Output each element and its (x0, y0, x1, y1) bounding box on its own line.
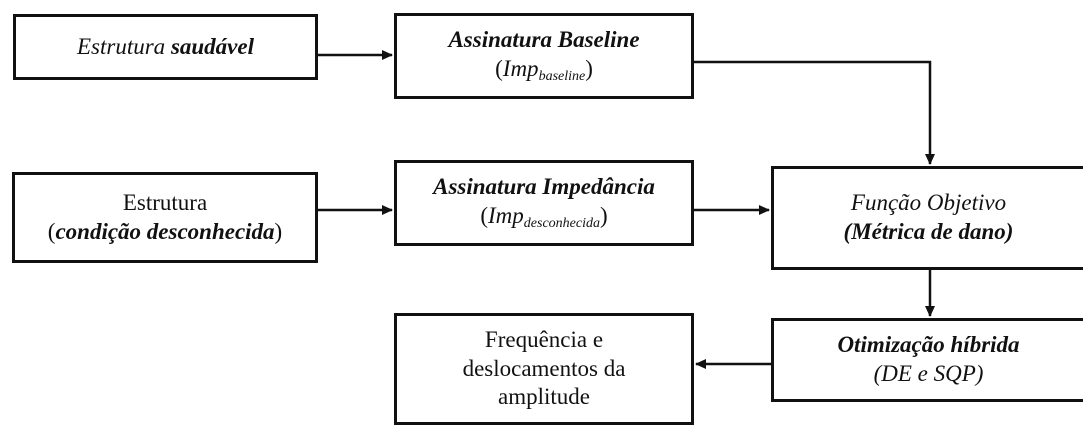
impedance-signature-formula (480, 202, 607, 233)
baseline-signature-box (394, 13, 694, 99)
baseline-formula-main: Imp (502, 56, 539, 82)
baseline-signature-formula (495, 55, 593, 86)
impedance-formula-subscript: desconhecida (523, 216, 600, 232)
healthy-structure-box (13, 14, 318, 80)
objective-function-box (771, 166, 1083, 270)
baseline-formula-subscript: baseline (538, 69, 586, 85)
impedance-formula-open: ( (480, 203, 488, 229)
hybrid-optimization-box (771, 318, 1083, 402)
baseline-formula-close: ) (585, 56, 593, 82)
impedance-formula-main: Imp (488, 203, 524, 229)
unknown-structure-title: Estrutura (122, 189, 208, 215)
unknown-condition-text: condição desconhecida (55, 218, 275, 244)
unknown-structure-box (12, 172, 318, 263)
objective-function-title: Função Objetivo (850, 190, 1007, 216)
healthy-structure-label (77, 33, 254, 62)
output-line-3: amplitude (498, 384, 590, 410)
output-line-1: Frequência e (484, 326, 604, 352)
hybrid-optimization-title: Otimização híbrida (837, 332, 1020, 358)
impedance-signature-box (394, 160, 694, 246)
baseline-formula-open: ( (495, 56, 503, 82)
unknown-condition-open: ( (47, 218, 56, 244)
unknown-structure-condition (48, 218, 282, 247)
healthy-structure-text: Estrutura (77, 33, 171, 59)
healthy-structure-emphasis: saudável (170, 33, 254, 59)
impedance-formula-close: ) (599, 203, 608, 229)
unknown-condition-close: ) (274, 218, 283, 244)
baseline-signature-title: Assinatura Baseline (448, 27, 640, 53)
hybrid-optimization-methods: (DE e SQP) (873, 361, 984, 386)
damage-metric-label: (Métrica de dano) (843, 219, 1014, 244)
output-result-box (394, 313, 694, 425)
output-line-2: deslocamentos da (462, 355, 626, 381)
impedance-signature-title: Assinatura Impedância (433, 174, 655, 200)
arrow-baseline-to-objective (694, 62, 930, 164)
